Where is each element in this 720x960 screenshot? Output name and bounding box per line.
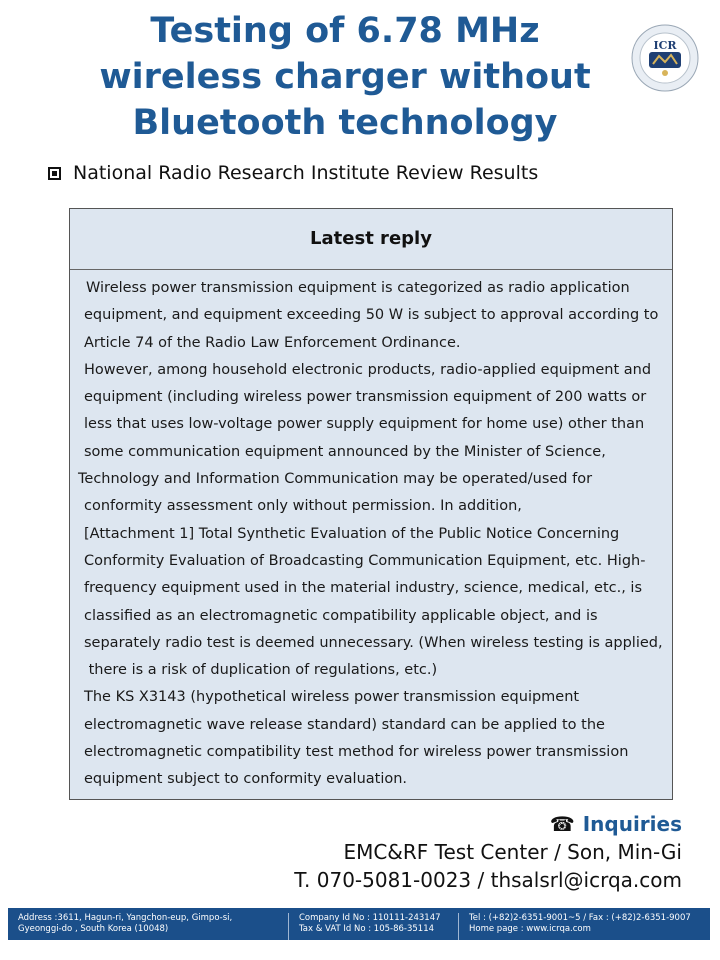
reply-line: there is a risk of duplication of regulations, etc.) [84,662,438,679]
footer-address [8,913,288,940]
page-title [80,8,610,146]
reply-box [69,208,673,800]
footer-text: Address :3611, Hagun-ri, Yangchon-eup, Gimpo-si, [18,913,233,923]
title-line: Testing of 6.78 MHz [150,11,540,51]
reply-line: Technology and Information Communication may be operated/used for [78,471,593,488]
footer-contact [458,913,710,940]
reply-line: separately radio test is deemed unnecessary. (When wireless testing is applied, [84,634,663,651]
reply-line: less that uses low-voltage power supply equipment for home use) other than [84,416,645,433]
contact-phone-email: T. 070-5081-0023 / thsalsrl@icrqa.com [294,868,682,892]
footer-text: Gyeonggi-do , South Korea (10048) [18,924,169,934]
reply-line: Wireless power transmission equipment is categorized as radio application [86,280,630,296]
title-line: wireless charger without [99,57,591,97]
reply-heading: Latest reply [70,209,672,270]
reply-body [70,270,672,794]
section-title: National Radio Research Institute Review Results [73,162,539,184]
reply-line: electromagnetic compatibility test method for wireless power transmission [84,744,629,761]
reply-line: conformity assessment only without permission. In addition, [84,498,522,515]
icr-logo-icon [631,24,699,92]
inquiries-label: Inquiries [582,812,682,836]
logo-text: ICR [653,39,677,52]
inquiries-heading [550,812,682,836]
reply-line: Article 74 of the Radio Law Enforcement Ordinance. [84,334,461,351]
reply-line: electromagnetic wave release standard) standard can be applied to the [84,716,605,733]
footer-text: Tax & VAT Id No : 105-86-35114 [299,924,435,934]
phone-icon: ☎ [549,812,575,836]
footer-text: Tel : (+82)2-6351-9001~5 / Fax : (+82)2-6351-9007 [469,913,691,923]
reply-line: equipment (including wireless power transmission equipment of 200 watts or [84,389,647,406]
square-bullet-icon [48,167,61,180]
reply-line: frequency equipment used in the material industry, science, medical, etc., is [84,580,643,597]
reply-line: Conformity Evaluation of Broadcasting Communication Equipment, etc. High- [84,552,646,569]
reply-line: classified as an electromagnetic compatibility applicable object, and is [84,607,598,624]
reply-line: some communication equipment announced by the Minister of Science, [84,443,606,460]
footer-text: Company Id No : 110111-243147 [299,913,441,923]
footer-bar [8,908,710,940]
reply-line: [Attachment 1] Total Synthetic Evaluation of the Public Notice Concerning [84,525,620,542]
footer-text: Home page : www.icrqa.com [469,924,591,934]
reply-line: However, among household electronic products, radio-applied equipment and [84,361,652,378]
reply-line: equipment, and equipment exceeding 50 W is subject to approval according to [84,307,659,324]
reply-line: equipment subject to conformity evaluation. [84,771,408,788]
footer-company-ids [288,913,458,940]
section-header [48,162,538,184]
reply-line: The KS X3143 (hypothetical wireless power transmission equipment [84,689,580,706]
contact-person: EMC&RF Test Center / Son, Min-Gi [343,840,682,864]
title-line: Bluetooth technology [132,103,558,143]
